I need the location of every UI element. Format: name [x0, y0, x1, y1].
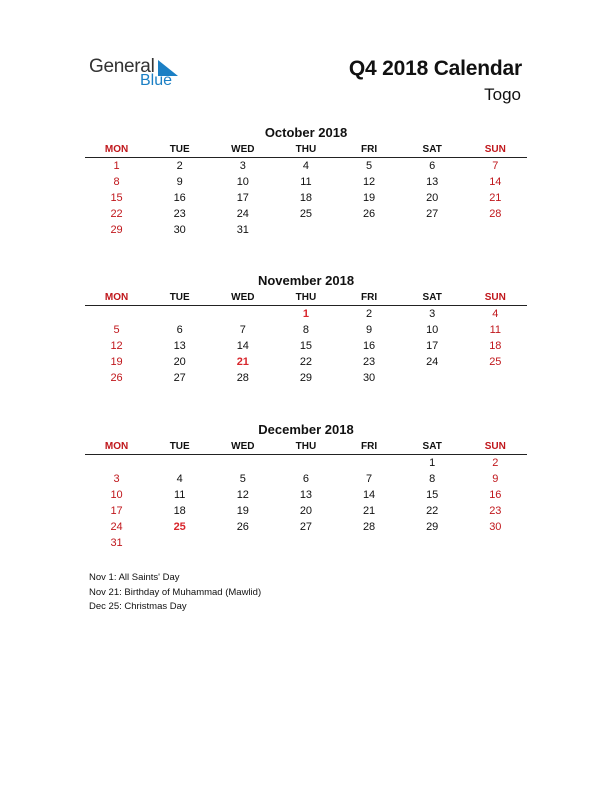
day-cell: 26 — [110, 372, 123, 384]
weekday-label: SUN — [484, 441, 506, 452]
day-cell: 29 — [110, 224, 123, 236]
holiday-notes — [89, 571, 261, 615]
day-cell: 27 — [173, 372, 186, 384]
day-cell: 29 — [299, 372, 313, 384]
day-cell: 7 — [492, 160, 499, 172]
day-cell: 19 — [236, 505, 249, 517]
weekday-header — [85, 439, 527, 454]
day-cell: 2 — [176, 160, 183, 172]
empty-day-cell — [211, 306, 274, 322]
weekday-label: SUN — [484, 144, 506, 155]
empty-day-cell — [85, 455, 148, 471]
day-cell: 8 — [302, 324, 309, 336]
day-cell: 2 — [366, 308, 373, 320]
weekday-label: TUE — [169, 292, 190, 303]
weekday-label: MON — [104, 144, 129, 155]
day-cell: 22 — [299, 356, 313, 368]
holiday-note: Nov 1: All Saints' Day — [89, 572, 180, 583]
day-cell: 30 — [489, 521, 502, 533]
day-cell: 28 — [362, 521, 376, 533]
day-cell: 6 — [176, 324, 183, 336]
day-cell: 5 — [239, 473, 246, 485]
country-name: Togo — [484, 85, 521, 104]
day-cell: 13 — [173, 340, 186, 352]
day-cell: 21 — [362, 505, 376, 517]
day-cell: 16 — [173, 192, 186, 204]
day-cell: 1 — [429, 457, 436, 469]
weekday-header — [85, 142, 527, 157]
day-cell: 27 — [299, 521, 313, 533]
day-cell: 3 — [239, 160, 246, 172]
day-cell: 17 — [236, 192, 249, 204]
month-title: December 2018 — [258, 422, 354, 437]
day-cell: 12 — [236, 489, 249, 501]
day-cell: 4 — [492, 308, 499, 320]
day-cell: 14 — [236, 340, 249, 352]
day-cell: 1 — [113, 160, 120, 172]
day-cell: 21 — [236, 356, 249, 368]
empty-day-cell — [274, 455, 337, 471]
day-cell: 12 — [362, 176, 376, 188]
day-cell: 24 — [110, 521, 123, 533]
month-december — [85, 421, 527, 551]
day-cell: 7 — [239, 324, 246, 336]
day-cell: 30 — [362, 372, 376, 384]
weekday-label: MON — [104, 441, 129, 452]
weekday-label: FRI — [361, 144, 378, 155]
month-title: October 2018 — [264, 125, 348, 140]
weekday-label: WED — [231, 441, 255, 452]
day-cell: 19 — [362, 192, 376, 204]
day-cell: 18 — [489, 340, 502, 352]
day-cell: 23 — [362, 356, 376, 368]
day-cell: 13 — [426, 176, 439, 188]
day-cell: 14 — [362, 489, 376, 501]
weekday-label: THU — [295, 441, 317, 452]
month-november — [85, 272, 527, 386]
day-cell: 6 — [429, 160, 436, 172]
day-cell: 25 — [173, 521, 186, 533]
weekday-label: SUN — [484, 292, 506, 303]
weekday-label: SAT — [422, 144, 442, 155]
empty-day-cell — [211, 535, 274, 551]
day-cell: 5 — [113, 324, 120, 336]
day-cell: 1 — [302, 308, 309, 320]
day-cell: 10 — [236, 176, 249, 188]
day-cell: 15 — [299, 340, 313, 352]
holiday-note: Nov 21: Birthday of Muhammad (Mawlid) — [89, 586, 262, 598]
day-cell: 23 — [489, 505, 502, 517]
logo-general-text: General — [89, 56, 155, 77]
empty-day-cell — [274, 535, 337, 551]
empty-day-cell — [464, 222, 527, 238]
empty-day-cell — [338, 455, 401, 471]
day-grid — [85, 158, 527, 238]
day-cell: 2 — [492, 457, 499, 469]
day-cell: 5 — [366, 160, 373, 172]
weekday-label: MON — [104, 292, 129, 303]
day-grid — [85, 455, 527, 551]
day-cell: 17 — [110, 505, 123, 517]
weekday-label: TUE — [169, 441, 190, 452]
empty-day-cell — [148, 455, 211, 471]
day-cell: 15 — [426, 489, 439, 501]
empty-day-cell — [464, 370, 527, 386]
day-cell: 24 — [426, 356, 439, 368]
day-cell: 11 — [489, 324, 502, 336]
day-cell: 12 — [110, 340, 123, 352]
day-cell: 21 — [489, 192, 502, 204]
weekday-label: WED — [231, 292, 255, 303]
generalblue-logo — [89, 56, 189, 96]
weekday-label: WED — [231, 144, 255, 155]
logo-blue-text: Blue — [140, 72, 173, 89]
weekday-label: THU — [295, 292, 317, 303]
day-cell: 18 — [173, 505, 186, 517]
day-cell: 3 — [429, 308, 436, 320]
page-title: Q4 2018 Calendar — [348, 57, 522, 80]
day-cell: 11 — [173, 489, 186, 501]
day-cell: 13 — [299, 489, 313, 501]
day-cell: 8 — [429, 473, 436, 485]
day-cell: 6 — [302, 473, 309, 485]
empty-day-cell — [401, 370, 464, 386]
day-cell: 4 — [176, 473, 183, 485]
weekday-label: FRI — [361, 292, 378, 303]
day-cell: 15 — [110, 192, 123, 204]
day-cell: 4 — [302, 160, 309, 172]
day-cell: 16 — [362, 340, 376, 352]
day-cell: 17 — [426, 340, 439, 352]
empty-day-cell — [211, 455, 274, 471]
day-cell: 16 — [489, 489, 502, 501]
day-cell: 18 — [299, 192, 313, 204]
holiday-note: Dec 25: Christmas Day — [89, 601, 187, 612]
day-cell: 10 — [426, 324, 439, 336]
empty-day-cell — [274, 222, 337, 238]
day-cell: 10 — [110, 489, 123, 501]
day-cell: 14 — [489, 176, 502, 188]
day-cell: 29 — [426, 521, 439, 533]
day-cell: 24 — [236, 208, 249, 220]
day-cell: 26 — [362, 208, 376, 220]
day-cell: 9 — [366, 324, 373, 336]
empty-day-cell — [401, 222, 464, 238]
day-cell: 26 — [236, 521, 249, 533]
day-cell: 28 — [236, 372, 249, 384]
day-grid — [85, 306, 527, 386]
empty-day-cell — [85, 306, 148, 322]
day-cell: 3 — [113, 473, 120, 485]
month-title: November 2018 — [257, 273, 355, 288]
empty-day-cell — [464, 535, 527, 551]
day-cell: 20 — [299, 505, 313, 517]
day-cell: 27 — [426, 208, 439, 220]
day-cell: 25 — [299, 208, 313, 220]
day-cell: 23 — [173, 208, 186, 220]
weekday-header — [85, 290, 527, 305]
day-cell: 20 — [173, 356, 186, 368]
day-cell: 31 — [110, 537, 123, 549]
day-cell: 22 — [426, 505, 439, 517]
day-cell: 9 — [492, 473, 499, 485]
day-cell: 20 — [426, 192, 439, 204]
empty-day-cell — [338, 535, 401, 551]
weekday-label: THU — [295, 144, 317, 155]
empty-day-cell — [148, 535, 211, 551]
day-cell: 30 — [173, 224, 186, 236]
empty-day-cell — [401, 535, 464, 551]
weekday-label: SAT — [422, 441, 442, 452]
day-cell: 31 — [236, 224, 249, 236]
month-october — [85, 124, 527, 238]
day-cell: 22 — [110, 208, 123, 220]
day-cell: 28 — [489, 208, 502, 220]
weekday-label: FRI — [361, 441, 378, 452]
empty-day-cell — [338, 222, 401, 238]
day-cell: 8 — [113, 176, 120, 188]
day-cell: 7 — [366, 473, 373, 485]
day-cell: 9 — [176, 176, 183, 188]
weekday-label: TUE — [169, 144, 190, 155]
weekday-label: SAT — [422, 292, 442, 303]
day-cell: 25 — [489, 356, 502, 368]
empty-day-cell — [148, 306, 211, 322]
day-cell: 19 — [110, 356, 123, 368]
day-cell: 11 — [300, 176, 312, 188]
